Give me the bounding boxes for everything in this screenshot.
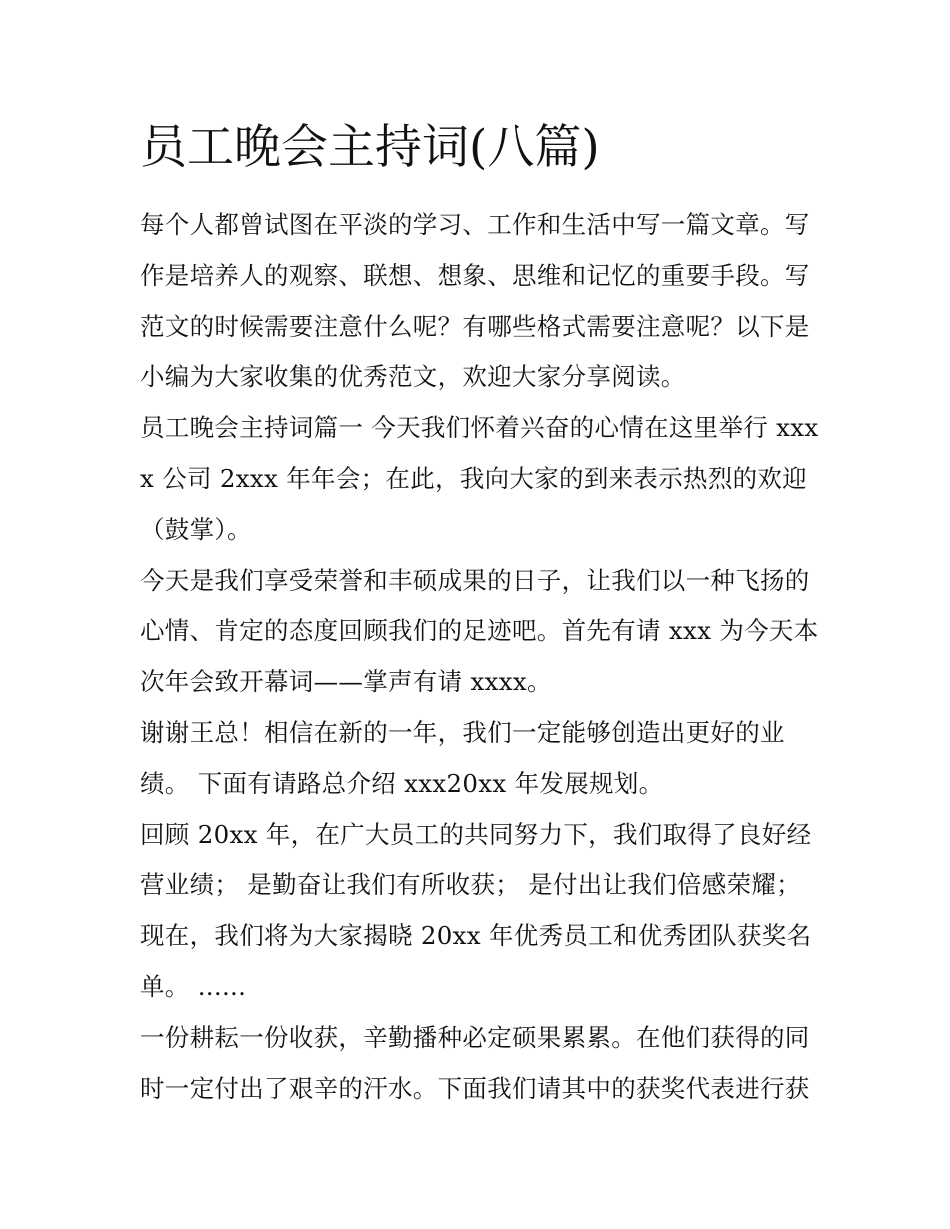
paragraph-awards: 一份耕耘一份收获，辛勤播种必定硕果累累。在他们获得的同时一定付出了艰辛的汗水。下面我们请其中的获奖代表进行获 xyxy=(140,1022,810,1103)
paragraph-intro: 每个人都曾试图在平淡的学习、工作和生活中写一篇文章。写作是培养人的观察、联想、想象、思维和记忆的重要手段。写范文的时候需要注意什么呢？有哪些格式需要注意呢？以下是小编为大家收集的优秀范文，欢迎大家分享阅读。 xyxy=(140,210,810,392)
paragraph-opening: 员工晚会主持词篇一 今天我们怀着兴奋的心情在这里举行 xxxx 公司 2xxx 年年会；在此，我向大家的到来表示热烈的欢迎（鼓掌）。 xyxy=(140,413,819,544)
paragraph-review: 回顾 20xx 年，在广大员工的共同努力下，我们取得了良好经营业绩； 是勤奋让我们有所收获； 是付出让我们倍感荣耀；现在，我们将为大家揭晓 20xx 年优秀员工和优秀团队获奖名单。 ...... xyxy=(140,819,812,1001)
document-body xyxy=(140,118,820,1114)
paragraph-thanks: 谢谢王总！相信在新的一年，我们一定能够创造出更好的业绩。 下面有请路总介绍 xxx20xx 年发展规划。 xyxy=(140,717,785,798)
paragraph-welcome: 今天是我们享受荣誉和丰硕成果的日子，让我们以一种飞扬的心情、肯定的态度回顾我们的足迹吧。首先有请 xxx 为今天本次年会致开幕词——掌声有请 xxxx。 xyxy=(140,565,819,697)
document-title: 员工晚会主持词(八篇) xyxy=(140,120,600,175)
